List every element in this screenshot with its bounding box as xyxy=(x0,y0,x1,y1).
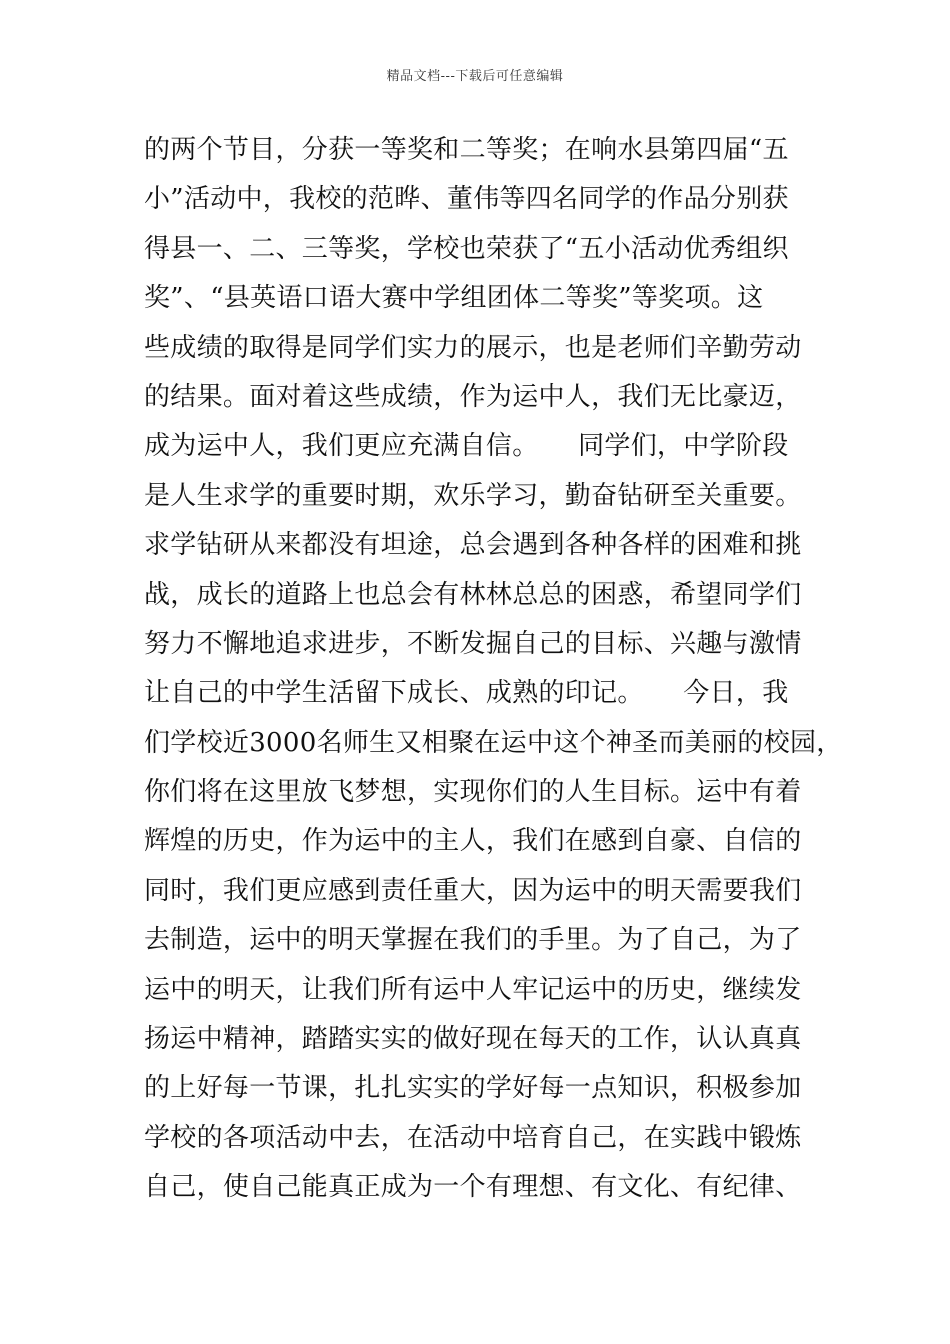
text-line: 奖”、“县英语口语大赛中学组团体二等奖”等奖项。这 xyxy=(144,283,764,314)
text-line: 战，成长的道路上也总会有林林总总的困惑，希望同学们 xyxy=(144,579,802,610)
text-line: 运中的明天，让我们所有运中人牢记运中的历史，继续发 xyxy=(144,974,802,1005)
text-line: 同时，我们更应感到责任重大，因为运中的明天需要我们 xyxy=(144,875,802,906)
text-line: 求学钻研从来都没有坦途，总会遇到各种各样的困难和挑 xyxy=(144,530,802,561)
text-line: 小”活动中，我校的范晔、董伟等四名同学的作品分别获 xyxy=(144,184,789,215)
text-line: 的两个节目，分获一等奖和二等奖；在响水县第四届“五 xyxy=(144,135,789,165)
body-text xyxy=(144,126,843,1213)
text-line: 些成绩的取得是同学们实力的展示，也是老师们辛勤劳动 xyxy=(144,332,802,363)
text-line: 的结果。面对着这些成绩，作为运中人，我们无比豪迈， xyxy=(144,381,802,412)
text-line: 成为运中人，我们更应充满自信。 同学们，中学阶段 xyxy=(144,431,789,462)
text-line: 自己，使自己能真正成为一个有理想、有文化、有纪律、 xyxy=(144,1172,802,1203)
text-line: 得县一、二、三等奖，学校也荣获了“五小活动优秀组织 xyxy=(144,233,789,264)
text-line: 扬运中精神，踏踏实实的做好现在每天的工作，认认真真 xyxy=(144,1024,802,1055)
text-line: 的上好每一节课，扎扎实实的学好每一点知识，积极参加 xyxy=(144,1073,802,1104)
text-line: 学校的各项活动中去，在活动中培育自己，在实践中锻炼 xyxy=(144,1122,802,1153)
text-line: 去制造，运中的明天掌握在我们的手里。为了自己，为了 xyxy=(144,925,802,956)
text-line: 让自己的中学生活留下成长、成熟的印记。 今日，我 xyxy=(144,678,789,709)
text-line: 是人生求学的重要时期，欢乐学习，勤奋钻研至关重要。 xyxy=(144,480,802,511)
text-line: 努力不懈地追求进步，不断发掘自己的目标、兴趣与激情 xyxy=(144,628,802,659)
page-header: 精品文档---下载后可任意编辑 xyxy=(386,69,564,84)
text-line: 们学校近3000名师生又相聚在运中这个神圣而美丽的校园， xyxy=(144,727,843,758)
text-line: 辉煌的历史，作为运中的主人，我们在感到自豪、自信的 xyxy=(144,826,802,857)
text-line: 你们将在这里放飞梦想，实现你们的人生目标。运中有着 xyxy=(144,777,802,808)
